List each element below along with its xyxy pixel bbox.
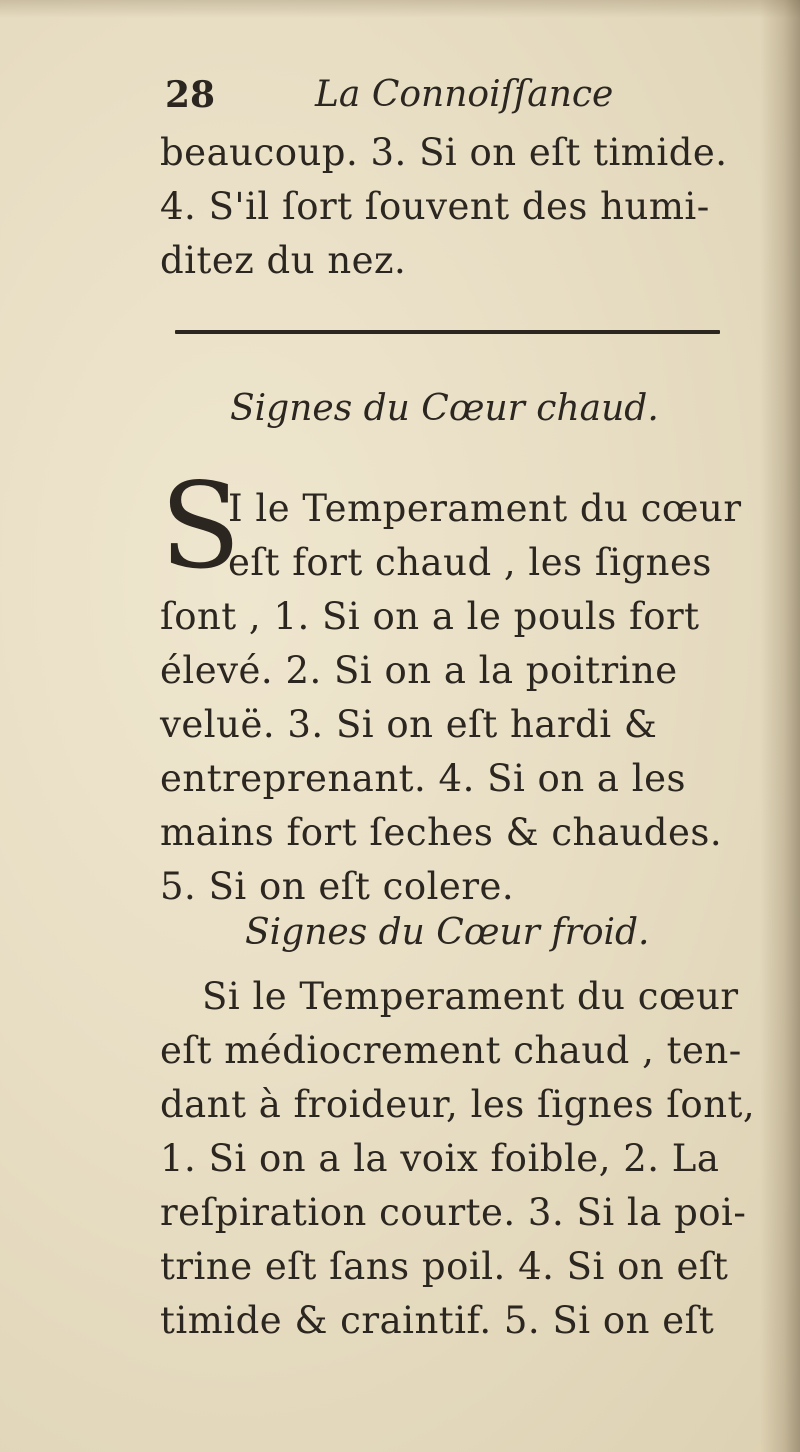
drop-cap: S	[160, 457, 241, 595]
text-line: dant à froideur, les ſignes ſont,	[160, 1083, 756, 1126]
text-line: mains fort ſeches & chaudes.	[160, 811, 723, 854]
page-number: 28	[165, 74, 216, 116]
running-head	[165, 74, 725, 124]
text-line: 4. S'il ſort ſouvent des humi-	[160, 185, 710, 228]
text-line: eſt médiocrement chaud , ten-	[160, 1029, 742, 1072]
text-line: eſt fort chaud , les ſignes	[228, 541, 712, 584]
text-line: 1. Si on a la voix foible, 2. La	[160, 1137, 720, 1180]
section-heading-froid: Signes du Cœur froid.	[245, 912, 650, 953]
text-line: timide & craintif. 5. Si on eſt	[160, 1299, 715, 1342]
text-line: reſpiration courte. 3. Si la poi-	[160, 1191, 747, 1234]
paragraph-chaud	[160, 482, 742, 914]
section-divider-rule	[175, 330, 720, 334]
text-line: 5. Si on eſt colere.	[160, 865, 515, 908]
page-gutter-shadow	[760, 0, 800, 1452]
text-line: ſont , 1. Si on a le pouls fort	[160, 595, 700, 638]
text-line: entreprenant. 4. Si on a les	[160, 757, 686, 800]
top-paragraph	[160, 126, 728, 288]
text-line: élevé. 2. Si on a la poitrine	[160, 649, 678, 692]
text-line: veluë. 3. Si on eſt hardi &	[160, 703, 658, 746]
text-line: ditez du nez.	[160, 239, 407, 282]
paragraph-froid	[160, 970, 755, 1348]
section-heading-chaud: Signes du Cœur chaud.	[230, 388, 659, 429]
running-title: La Connoiſſance	[315, 74, 614, 115]
text-line: I le Temperament du cœur	[228, 487, 742, 530]
page-top-shadow	[0, 0, 800, 18]
text-line: beaucoup. 3. Si on eſt timide.	[160, 131, 728, 174]
text-line: Si le Temperament du cœur	[202, 975, 739, 1018]
text-line: trine eſt ſans poil. 4. Si on eſt	[160, 1245, 729, 1288]
